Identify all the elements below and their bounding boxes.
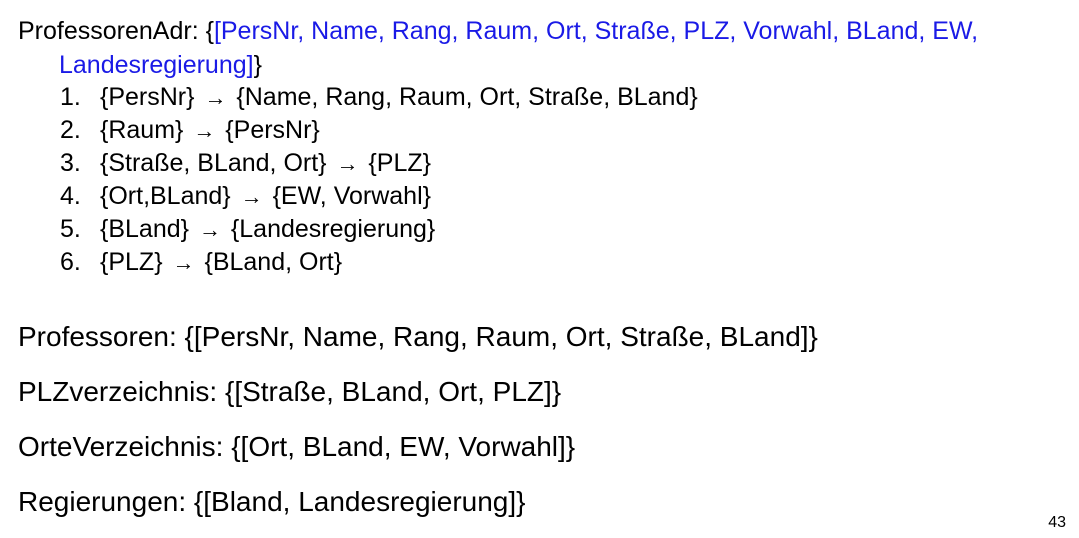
dependency-number: 1. bbox=[60, 83, 81, 111]
functional-dependency-list bbox=[60, 81, 698, 279]
dependency-rhs: {PersNr} bbox=[225, 116, 320, 144]
schema-first-line bbox=[18, 14, 1073, 48]
decomposed-relations bbox=[18, 318, 818, 538]
dependency-number: 3. bbox=[60, 149, 81, 177]
dependency-rhs: {EW, Vorwahl} bbox=[272, 182, 431, 210]
dependency-lhs: {Ort,BLand} bbox=[100, 182, 231, 210]
functional-dependency bbox=[60, 213, 698, 246]
dependency-lhs: {PLZ} bbox=[100, 248, 163, 276]
schema-definition bbox=[18, 14, 1073, 82]
schema-attributes-line1: [PersNr, Name, Rang, Raum, Ort, Straße, PLZ, Vorwahl, BLand, EW, bbox=[213, 17, 979, 45]
functional-dependency bbox=[60, 147, 698, 180]
dependency-rhs: {Landesregierung} bbox=[230, 215, 436, 243]
schema-second-line bbox=[18, 48, 1073, 82]
arrow-right-icon: → bbox=[193, 118, 216, 143]
arrow-right-icon: → bbox=[240, 184, 263, 209]
arrow-right-icon: → bbox=[172, 250, 195, 275]
dependency-lhs: {PersNr} bbox=[100, 83, 195, 111]
dependency-rhs: {Name, Rang, Raum, Ort, Straße, BLand} bbox=[236, 83, 698, 111]
dependency-number: 6. bbox=[60, 248, 81, 276]
schema-name: ProfessorenAdr: { bbox=[18, 17, 214, 45]
dependency-lhs: {BLand} bbox=[100, 215, 189, 243]
relation-professoren: Professoren: {[PersNr, Name, Rang, Raum, Ort, Straße, BLand]} bbox=[18, 321, 818, 352]
functional-dependency bbox=[60, 246, 698, 279]
arrow-right-icon: → bbox=[204, 85, 227, 110]
schema-attributes-line2: Landesregierung] bbox=[59, 51, 254, 79]
dependency-rhs: {PLZ} bbox=[368, 149, 431, 177]
arrow-right-icon: → bbox=[336, 151, 359, 176]
functional-dependency bbox=[60, 81, 698, 114]
dependency-lhs: {Straße, BLand, Ort} bbox=[100, 149, 327, 177]
dependency-number: 2. bbox=[60, 116, 81, 144]
page-number: 43 bbox=[1048, 514, 1066, 531]
schema-closing-brace: } bbox=[253, 51, 262, 79]
dependency-lhs: {Raum} bbox=[100, 116, 184, 144]
relation-plzverzeichnis: PLZverzeichnis: {[Straße, BLand, Ort, PLZ]} bbox=[18, 376, 562, 407]
relation-regierungen: Regierungen: {[Bland, Landesregierung]} bbox=[18, 486, 526, 517]
functional-dependency bbox=[60, 114, 698, 147]
relation-orteverzeichnis: OrteVerzeichnis: {[Ort, BLand, EW, Vorwahl]} bbox=[18, 431, 576, 462]
arrow-right-icon: → bbox=[198, 217, 221, 242]
dependency-number: 5. bbox=[60, 215, 81, 243]
functional-dependency bbox=[60, 180, 698, 213]
dependency-rhs: {BLand, Ort} bbox=[204, 248, 343, 276]
dependency-number: 4. bbox=[60, 182, 81, 210]
